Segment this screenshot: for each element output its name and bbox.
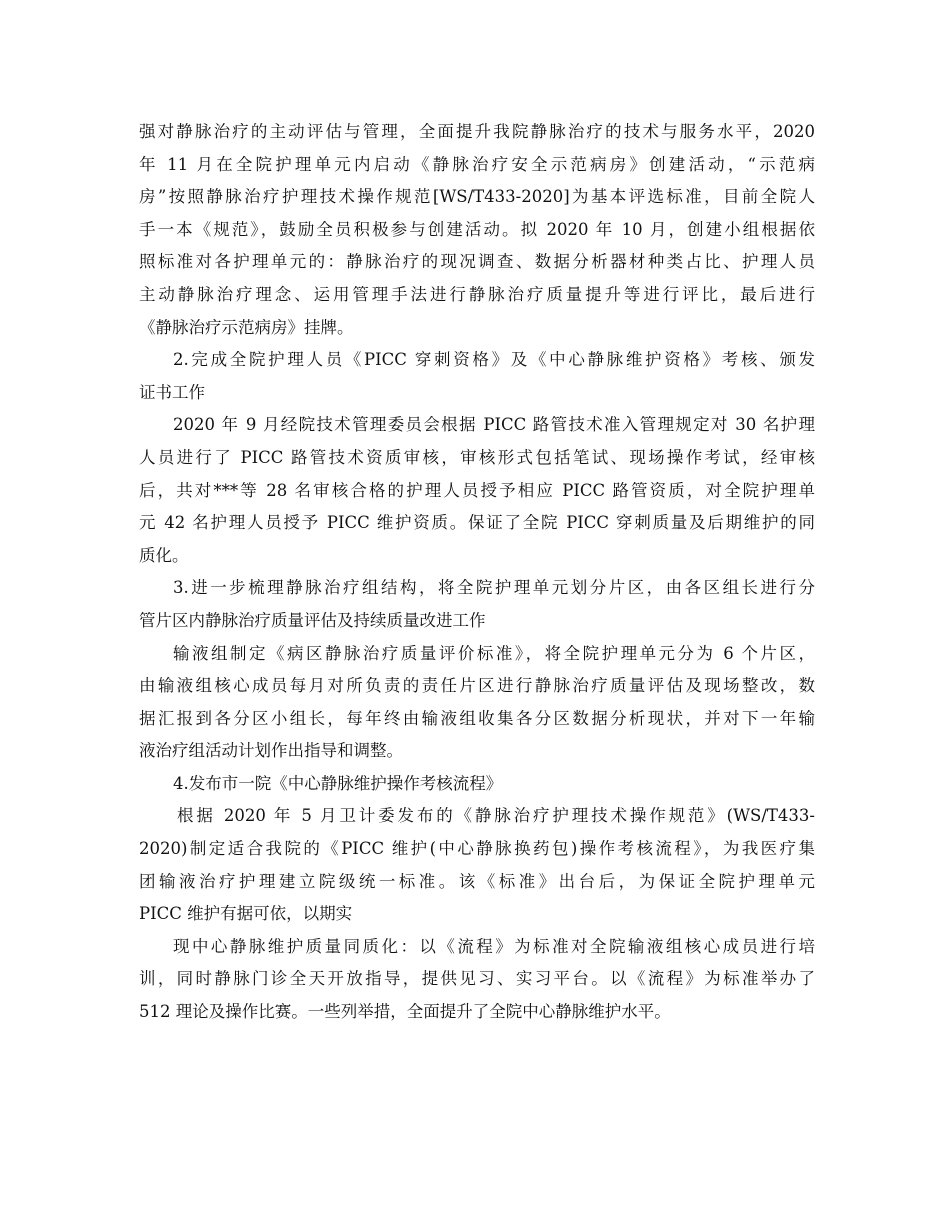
paragraph-line: 强对静脉治疗的主动评估与管理，全面提升我院静脉治疗的技术与服务水平，2020 [139,122,815,141]
paragraph-line: PICC 维护有据可依，以期实 [139,904,353,924]
section-heading-line: 4.发布市一院《中心静脉维护操作考核流程》 [173,773,503,793]
paragraph-line: 房”按照静脉治疗护理技术操作规范[WS/T433-2020]为基本评选标准，目前全院人 [139,187,815,207]
paragraph-line: 根据 2020 年 5 月卫计委发布的《静脉治疗护理技术操作规范》(WS/T433- [177,806,815,826]
paragraph-line: 2020)制定适合我院的《PICC 维护(中心静脉换药包)操作考核流程》，为我医疗集 [139,839,815,859]
paragraph-line: 手一本《规范》，鼓励全员积极参与创建活动。拟 2020 年 10 月，创建小组根据依 [139,219,815,239]
paragraph-line: 《静脉治疗示范病房》挂牌。 [139,317,354,337]
paragraph-line: 主动静脉治疗理念、运用管理手法进行静脉治疗质量提升等进行评比，最后进行 [139,284,815,304]
section-heading-line: 2.完成全院护理人员《PICC 穿刺资格》及《中心静脉维护资格》考核、颁发 [173,350,815,370]
paragraph-line: 团输液治疗护理建立院级统一标准。该《标准》出台后，为保证全院护理单元 [139,871,815,891]
paragraph-line: 元 42 名护理人员授予 PICC 维护资质。保证了全院 PICC 穿刺质量及后期维护的同 [139,513,815,533]
paragraph-line: 由输液组核心成员每月对所负责的责任片区进行静脉治疗质量评估及现场整改，数 [139,676,815,696]
paragraph-line: 据汇报到各分区小组长，每年终由输液组收集各分区数据分析现状，并对下一年输 [139,708,815,728]
paragraph-line: 训，同时静脉门诊全天开放指导，提供见习、实习平台。以《流程》为标准举办了 [139,969,815,989]
paragraph-line: 输液组制定《病区静脉治疗质量评价标准》，将全院护理单元分为 6 个片区， [173,643,815,663]
section-heading-line: 管片区内静脉治疗质量评估及持续质量改进工作 [139,610,486,630]
paragraph-line: 质化。 [139,545,189,565]
paragraph-line: 2020 年 9 月经院技术管理委员会根据 PICC 路管技术准入管理规定对 30 名护理 [173,415,815,435]
section-heading-line: 证书工作 [139,382,205,402]
paragraph-line: 512 理论及操作比赛。一些列举措，全面提升了全院中心静脉维护水平。 [139,1002,671,1022]
paragraph-line: 后，共对***等 28 名审核合格的护理人员授予相应 PICC 路管资质，对全院护理单 [139,480,815,500]
paragraph-line: 照标准对各护理单元的：静脉治疗的现况调查、数据分析器材种类占比、护理人员 [139,252,815,272]
section-heading-line: 3.进一步梳理静脉治疗组结构，将全院护理单元划分片区，由各区组长进行分 [173,578,815,598]
paragraph-line: 现中心静脉维护质量同质化：以《流程》为标准对全院输液组核心成员进行培 [173,936,815,956]
paragraph-line: 液治疗组活动计划作出指导和调整。 [139,741,403,761]
paragraph-line: 年 11 月在全院护理单元内启动《静脉治疗安全示范病房》创建活动，“示范病 [139,154,815,174]
document-body [139,116,815,1029]
paragraph-line: 人员进行了 PICC 路管技术资质审核，审核形式包括笔试、现场操作考试，经审核 [139,447,815,467]
